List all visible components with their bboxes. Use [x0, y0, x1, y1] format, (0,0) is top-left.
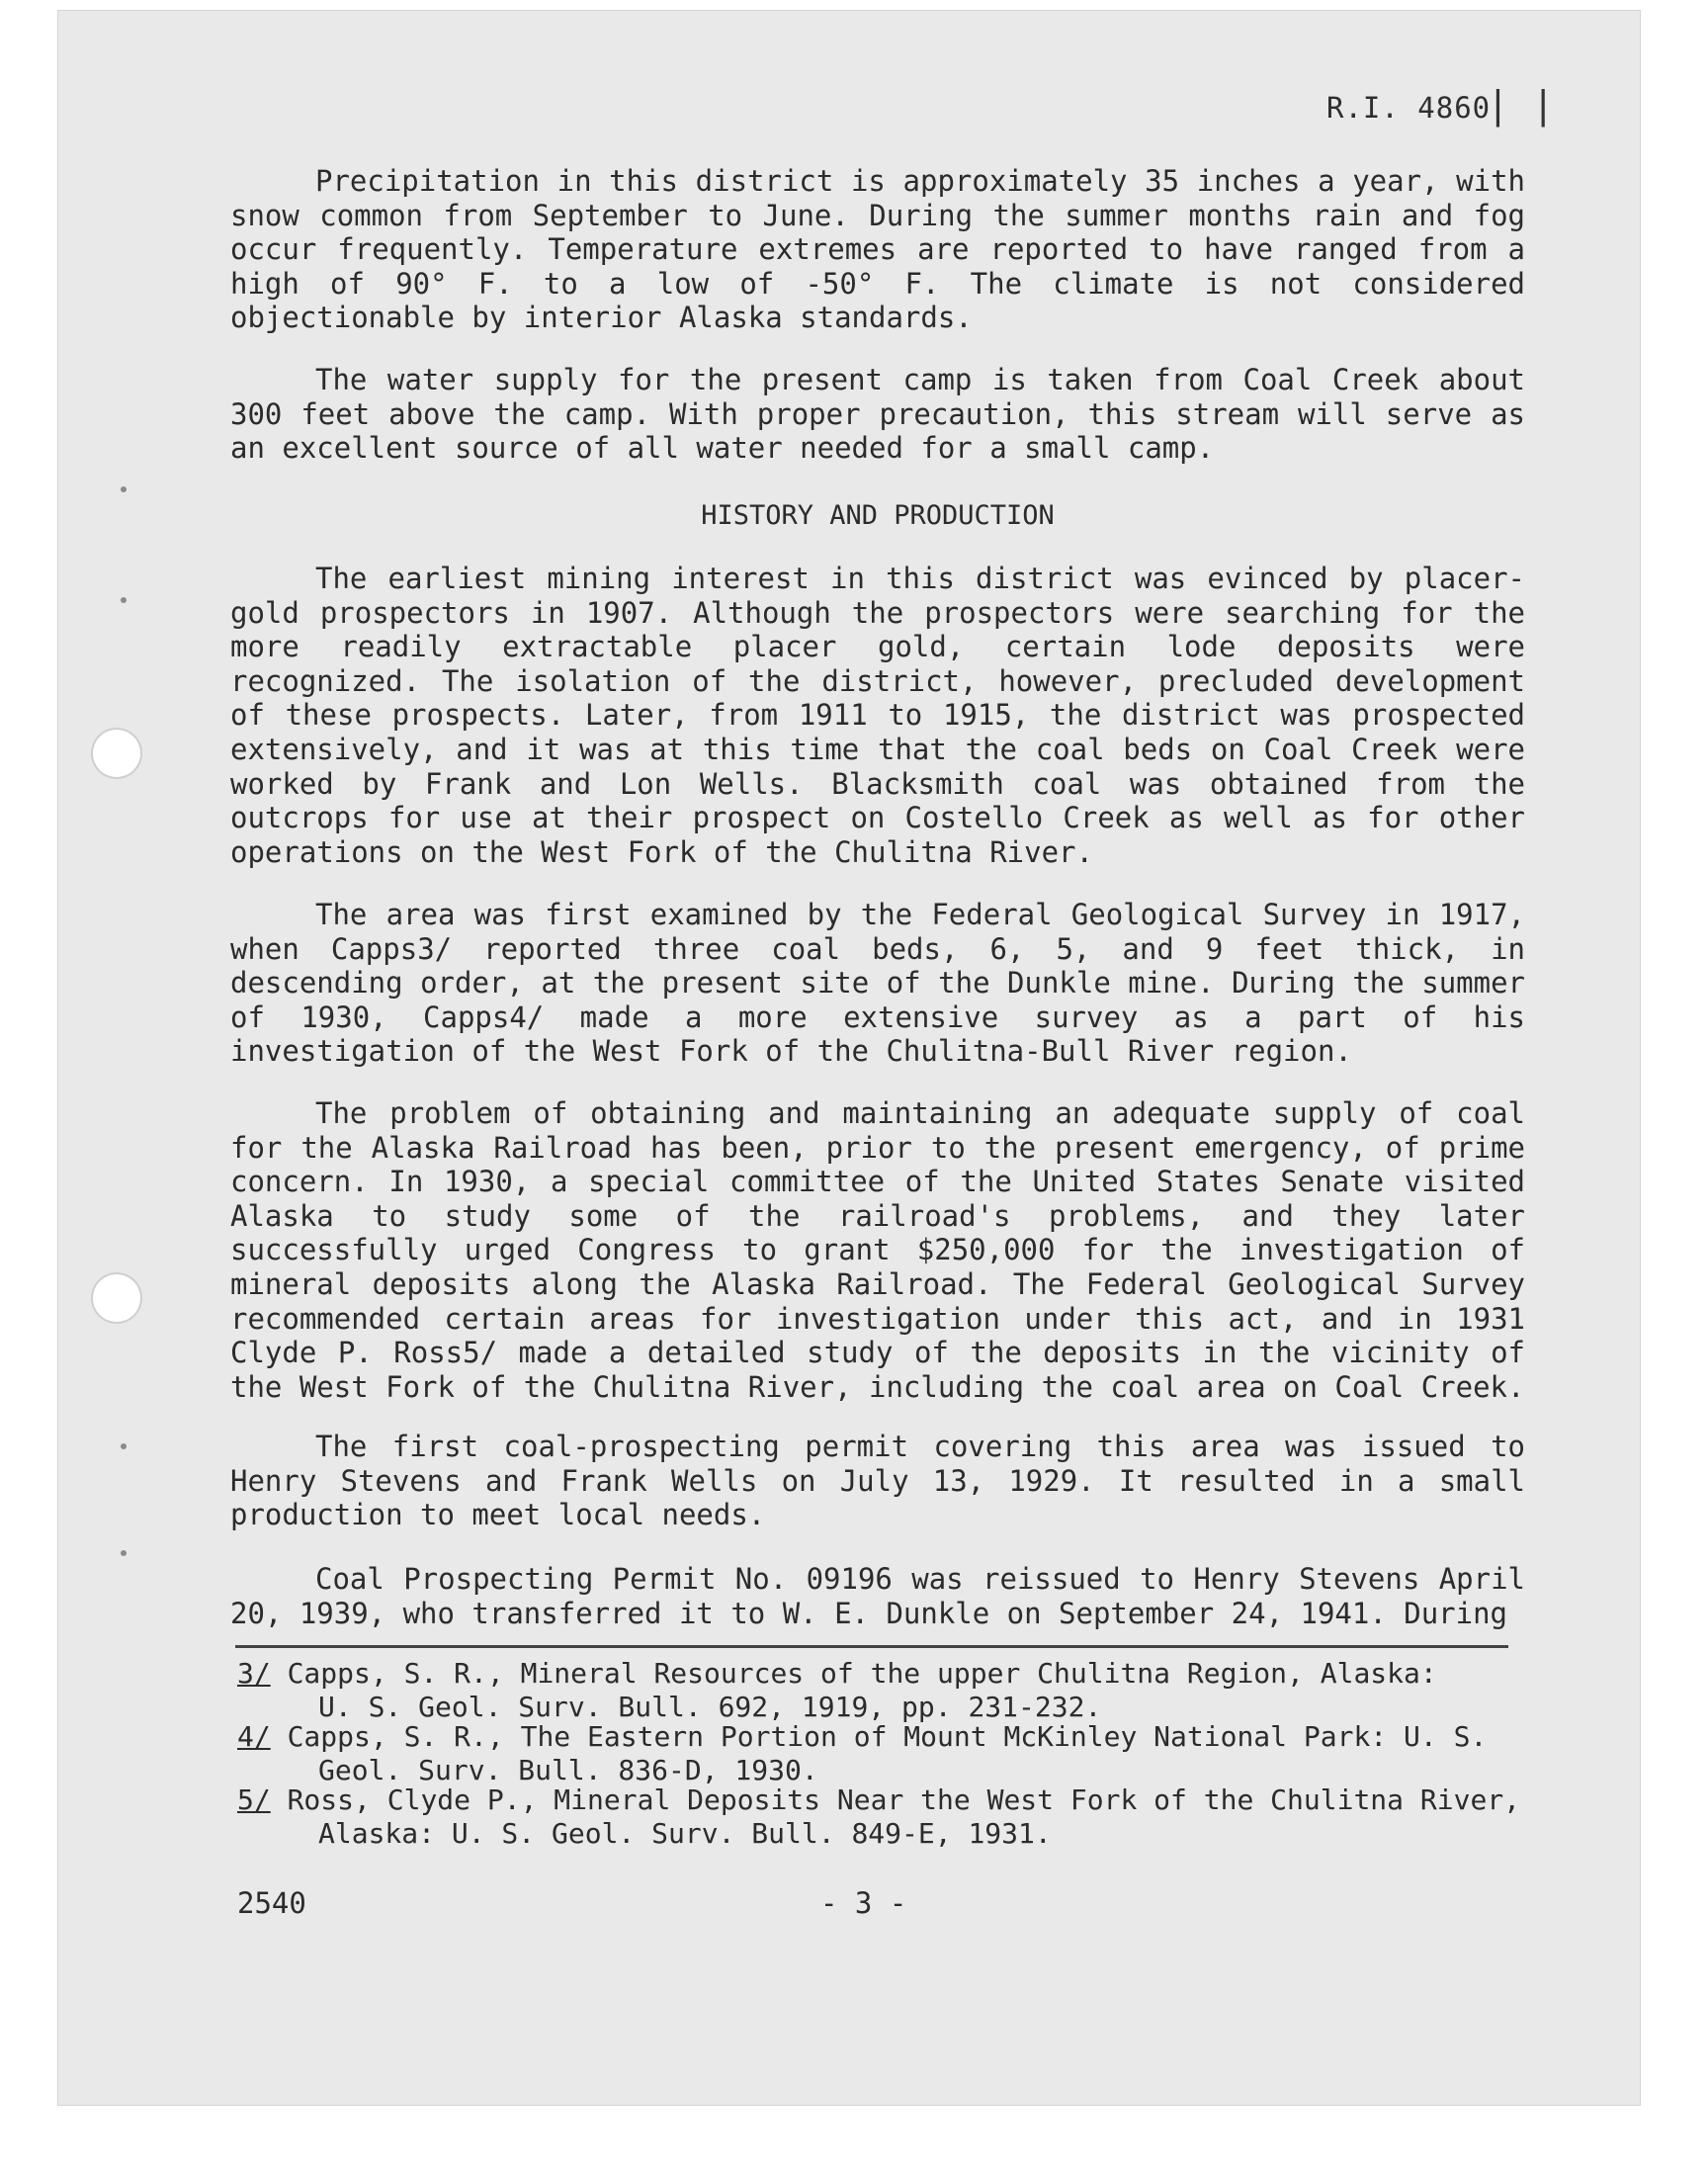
punch-hole-bottom — [93, 1274, 140, 1322]
footnote-text-continued: U. S. Geol. Surv. Bull. 692, 1919, pp. 231-232. — [318, 1691, 1102, 1723]
report-marks: | | — [1487, 83, 1555, 127]
paragraph-water-supply: The water supply for the present camp is taken from Coal Creek about 300 feet above the camp. With proper precaution, this stream will serve as an excellent source of all water needed for a small camp. — [230, 363, 1525, 466]
paragraph-permit-reissued: Coal Prospecting Permit No. 09196 was reissued to Henry Stevens April 20, 1939, who transferred it to W. E. Dunkle on September 24, 1941. During — [230, 1562, 1525, 1630]
footnote-marker: 3/ — [237, 1657, 271, 1690]
punch-hole-top — [93, 730, 140, 777]
footnote-marker: 4/ — [237, 1720, 271, 1753]
section-heading: HISTORY AND PRODUCTION — [701, 500, 1055, 531]
footnote-text-continued: Geol. Surv. Bull. 836-D, 1930. — [318, 1754, 818, 1786]
footnote-text: Ross, Clyde P., Mineral Deposits Near the West Fork of the Chulitna River, — [287, 1784, 1521, 1816]
report-number: R.I. 4860 — [1326, 91, 1492, 125]
speck-mark — [121, 1443, 127, 1449]
paragraph-first-permit: The first coal-prospecting permit covering this area was issued to Henry Stevens and Frank Wells on July 13, 1929. It resulted in a small production to meet local needs. — [230, 1430, 1525, 1532]
speck-mark — [121, 1550, 127, 1556]
document-number: 2540 — [237, 1886, 306, 1920]
speck-mark — [121, 597, 127, 603]
paragraph-coal-supply: The problem of obtaining and maintaining an adequate supply of coal for the Alaska Railroad has been, prior to the present emergency, of prime concern. In 1930, a special committee of the United States Senate visited Alaska to study some of the railroad's problems, and they later successfully urged Congress to grant $250,000 for the investigation of mineral deposits along the Alaska Railroad. The Federal Geological Survey recommended certain areas for investigation under this act, and in 1931 Clyde P. Ross5/ made a detailed study of the deposits in the vicinity of the West Fork of the Chulitna River, including the coal area on Coal Creek. — [230, 1096, 1525, 1404]
paragraph-first-examination: The area was first examined by the Federal Geological Survey in 1917, when Capps3/ reported three coal beds, 6, 5, and 9 feet thick, in descending order, at the present site of the Dunkle mine. During the summer of 1930, Capps4/ made a more extensive survey as a part of his investigation of the West Fork of the Chulitna-Bull River region. — [230, 898, 1525, 1069]
footnote-4 — [237, 1720, 1522, 1787]
footnote-text: Capps, S. R., The Eastern Portion of Mount McKinley National Park: U. S. — [287, 1720, 1488, 1753]
paragraph-early-mining: The earliest mining interest in this district was evinced by placer-gold prospectors in 1907. Although the prospectors were searching for the more readily extractable placer gold, certain lode deposits were recognized. The isolation of the district, however, precluded development of these prospects. Later, from 1911 to 1915, the district was prospected extensively, and it was at this time that the coal beds on Coal Creek were worked by Frank and Lon Wells. Blacksmith coal was obtained from the outcrops for use at their prospect on Costello Creek as well as for other operations on the West Fork of the Chulitna River. — [230, 562, 1525, 869]
footnote-text: Capps, S. R., Mineral Resources of the upper Chulitna Region, Alaska: — [287, 1657, 1437, 1690]
footnote-marker: 5/ — [237, 1784, 271, 1816]
footnote-5 — [237, 1784, 1522, 1851]
speck-mark — [121, 486, 127, 492]
paragraph-precipitation: Precipitation in this district is approximately 35 inches a year, with snow common from September to June. During the summer months rain and fog occur frequently. Temperature extremes are reported to have ranged from a high of 90° F. to a low of -50° F. The climate is not considered objectionable by interior Alaska standards. — [230, 164, 1525, 335]
footnote-divider — [235, 1645, 1508, 1648]
footnote-text-continued: Alaska: U. S. Geol. Surv. Bull. 849-E, 1931. — [318, 1817, 1052, 1850]
page-number: - 3 - — [820, 1886, 907, 1920]
footnote-3 — [237, 1657, 1522, 1724]
